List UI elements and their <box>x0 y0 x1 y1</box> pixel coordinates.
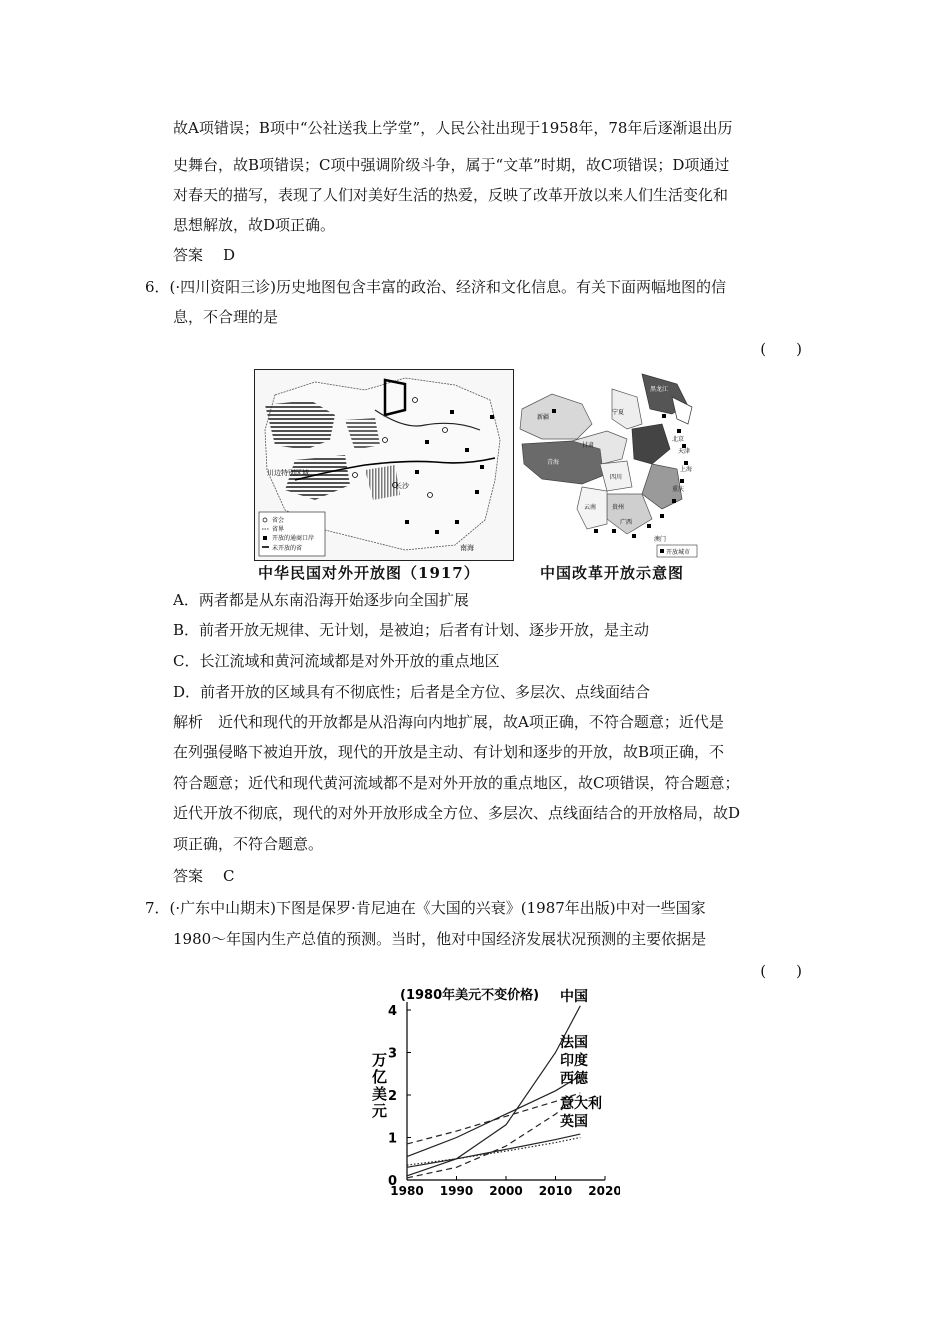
map-reform-opening-drawing <box>512 369 698 559</box>
y-tick-label: 2 <box>387 1089 397 1104</box>
map-left-caption: 中华民国对外开放图（1917） <box>258 564 480 582</box>
y-tick-label: 0 <box>387 1174 397 1189</box>
q6-answer <box>173 866 235 886</box>
q6-answer-label: 答案 <box>173 867 204 885</box>
q6-analysis-line-2: 在列强侵略下被迫开放，现代的开放是主动、有计划和逐步的开放，故B项正确，不 <box>173 743 725 761</box>
chart-axes <box>407 1002 605 1180</box>
ylabel-char: 美 <box>372 1085 388 1103</box>
series-label: 意大利 <box>560 1096 602 1112</box>
map-right-label-sichuan: 四川 <box>610 474 623 481</box>
map-right-label-aomen: 澳门 <box>654 536 667 543</box>
q6-option-b: B．前者开放无规律、无计划，是被迫；后者有计划、逐步开放，是主动 <box>173 621 650 639</box>
legend-port-icon <box>263 536 267 540</box>
chart-series-labels <box>560 988 602 1130</box>
gdp-forecast-chart <box>360 985 620 1210</box>
map-right-label-yunnan: 云南 <box>584 504 597 511</box>
legend-item-3: 未开放的省 <box>272 545 303 552</box>
map-left-label-changsha: 长沙 <box>395 482 409 490</box>
series-label: 英国 <box>560 1114 588 1130</box>
map-right-label-guizhou: 贵州 <box>612 504 625 511</box>
x-tick-label: 2020 <box>588 1184 620 1198</box>
ylabel-char: 万 <box>372 1051 388 1069</box>
q6-stem-line-1: 6．(·四川资阳三诊)历史地图包含丰富的政治、经济和文化信息。有关下面两幅地图的信 <box>145 278 727 296</box>
q6-analysis-line-3: 符合题意；近代和现代黄河流域都不是对外开放的重点地区，故C项错误，符合题意； <box>173 774 740 792</box>
q7-answer-blank: ( ) <box>760 962 802 980</box>
q5-text-line-2: 史舞台，故B项错误；C项中强调阶级斗争，属于“文革”时期，故C项错误；D项通过 <box>173 156 730 174</box>
ylabel-char: 亿 <box>372 1068 388 1086</box>
map-right-label-qinghai: 青海 <box>547 459 560 466</box>
q6-answer-value: C <box>223 867 235 885</box>
map-right-label-heilongjiang: 黑龙江 <box>650 386 669 393</box>
q6-analysis-line-4: 近代开放不彻底，现代的对外开放形成全方位、多层次、点线面结合的开放格局，故D <box>173 804 741 822</box>
x-tick-label: 1990 <box>439 1184 474 1198</box>
q5-text-line-4: 思想解放，故D项正确。 <box>173 216 336 234</box>
map-right-caption: 中国改革开放示意图 <box>540 564 685 582</box>
legend-closed-province-icon <box>262 545 269 550</box>
x-tick-label: 2000 <box>489 1184 523 1198</box>
chart-series <box>407 1006 580 1178</box>
map-left-label-nanhai: 南海 <box>460 544 474 552</box>
q5-text-line-1: 故A项错误；B项中“公社送我上学堂”，人民公社出现于1958年，78年后逐渐退出历 <box>173 119 733 137</box>
y-tick-label: 4 <box>387 1004 397 1019</box>
q6-analysis-line-1: 解析 近代和现代的开放都是从沿海向内地扩展，故A项正确，不符合题意；近代是 <box>173 713 724 731</box>
q5-answer <box>173 245 235 265</box>
series-label: 西德 <box>560 1071 588 1087</box>
q6-answer-blank: ( ) <box>760 340 802 358</box>
legend-open-city-icon <box>660 549 664 553</box>
series-label: 法国 <box>560 1035 588 1051</box>
q7-stem-line-1: 7．(·广东中山期末)下图是保罗·肯尼迪在《大国的兴衰》(1987年出版)中对一些国家 <box>145 899 706 917</box>
y-tick-label: 3 <box>387 1046 397 1062</box>
map-republic-1917-drawing <box>255 370 513 560</box>
q5-answer-label: 答案 <box>173 246 204 264</box>
map-reform-opening <box>512 369 698 559</box>
x-tick-label: 1980 <box>390 1184 424 1198</box>
q5-text-line-3: 对春天的描写，表现了人们对美好生活的热爱，反映了改革开放以来人们生活变化和 <box>173 186 729 204</box>
q6-option-d: D．前者开放的区域具有不彻底性；后者是全方位、多层次、点线面结合 <box>173 683 651 701</box>
q6-option-a: A．两者都是从东南沿海开始逐步向全国扩展 <box>173 591 469 609</box>
map-right-label-tianjin: 天津 <box>678 448 691 455</box>
x-tick-label: 2010 <box>538 1184 573 1198</box>
map-right-label-guangxi: 广西 <box>620 519 633 526</box>
map-right-label-beijing: 北京 <box>672 436 685 443</box>
legend-item-2: 开放的通商口岸 <box>272 535 315 542</box>
series-line <box>407 1093 580 1144</box>
map-right-label-shanghai: 上海 <box>680 466 693 473</box>
q6-stem-line-2: 息，不合理的是 <box>173 308 279 326</box>
map-right-label-gansu: 甘肃 <box>582 442 595 449</box>
y-tick-label: 1 <box>387 1131 397 1147</box>
series-label: 中国 <box>560 989 588 1005</box>
map-right-legend-label: 开放城市 <box>666 549 691 556</box>
series-line <box>407 1095 580 1178</box>
map-left-label-sichuan: 川边特别区域 <box>267 469 309 477</box>
ylabel-char: 元 <box>372 1102 388 1120</box>
q5-answer-value: D <box>223 246 236 264</box>
q6-analysis-line-5: 项正确，不符合题意。 <box>173 835 324 853</box>
series-label: 印度 <box>560 1053 588 1069</box>
series-line <box>407 1076 580 1157</box>
chart-title: (1980年美元不变价格) <box>400 988 540 1003</box>
q7-stem-line-2: 1980～年国内生产总值的预测。当时，他对中国经济发展状况预测的主要依据是 <box>173 930 707 948</box>
map-republic-1917 <box>254 369 514 561</box>
legend-item-0: 省会 <box>272 517 285 524</box>
map-right-label-chongqing: 重庆 <box>672 486 685 493</box>
map-right-label-xinjiang: 新疆 <box>537 414 550 421</box>
legend-item-1: 省界 <box>272 526 285 533</box>
gdp-forecast-chart-svg <box>360 985 620 1210</box>
chart-ylabel <box>372 1051 387 1120</box>
map-right-label-ningxia: 宁夏 <box>612 409 625 416</box>
q6-option-c: C．长江流域和黄河流域都是对外开放的重点地区 <box>173 652 500 670</box>
